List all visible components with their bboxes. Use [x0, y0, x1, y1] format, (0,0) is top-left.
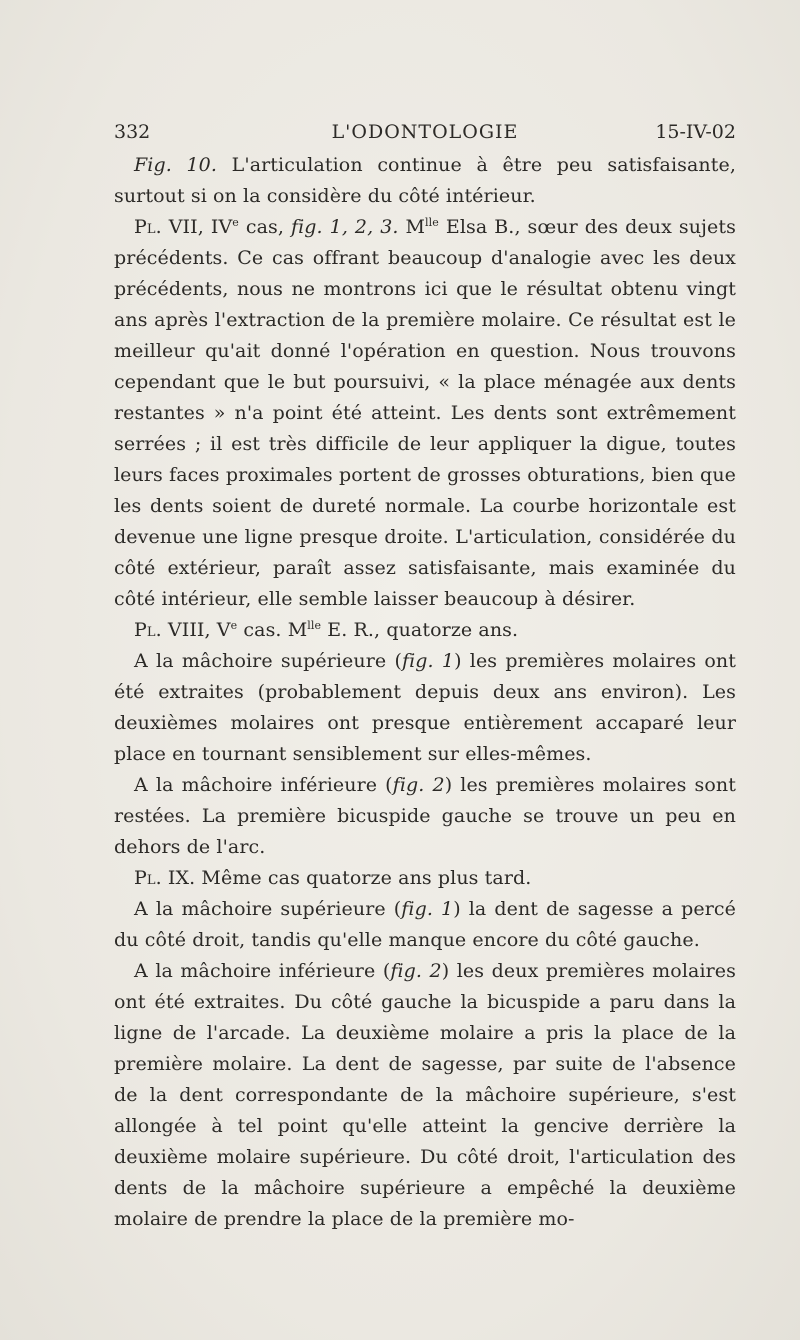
figure-reference: fig. 1 — [401, 650, 455, 672]
figure-reference: fig. 1 — [401, 898, 454, 920]
paragraph-text: E. R., quatorze ans. — [321, 619, 519, 641]
paragraph-text: A la mâchoire supérieure ( — [134, 650, 402, 672]
paragraph-text: ) les premières molaires sont restées. La première bicuspide gauche se trouve un peu en dehors de l'arc. — [114, 774, 736, 858]
paragraph-text: ) les premières molaires ont été extraites (probablement depuis deux ans environ). Les deuxièmes molaires ont presque entièrement accaparé leur place en tournant sensiblement sur elles-mêmes. — [114, 650, 736, 765]
page-number: 332 — [114, 121, 151, 143]
title-abbrev: cas. M — [237, 619, 308, 641]
superscript: lle — [425, 216, 439, 229]
paragraph-plate-ix — [114, 863, 736, 894]
figure-reference: Fig. 10. — [134, 154, 218, 176]
superscript: e — [232, 216, 239, 229]
plate-reference: Pl. VII, IV — [134, 216, 233, 238]
paragraph-text: ) les deux premières molaires ont été extraites. Du côté gauche la bicuspide a paru dans la ligne de l'arcade. La deuxième molaire a pris la place de la première molaire. La dent de sagesse, par suite de l'absence de la dent correspondante de la mâchoire supérieure, s'est allongée à tel point qu'elle atteint la gencive derrière la deuxième molaire supérieure. Du côté droit, l'articulation des dents de la mâchoire supérieure a empêché la deuxième molaire de prendre la place de la première mo- — [114, 960, 736, 1230]
case-label: cas, — [238, 216, 291, 238]
figure-reference: fig. 2 — [390, 960, 442, 982]
issue-date: 15-IV-02 — [655, 121, 736, 143]
paragraph-plate-viii — [114, 615, 736, 646]
paragraph-text: A la mâchoire inférieure ( — [134, 774, 393, 796]
paragraph-text: Elsa B., sœur des deux sujets précédents. Ce cas offrant beaucoup d'analogie avec les deux précédents, nous ne montrons ici que le résultat obtenu vingt ans après l'extraction de la première molaire. Ce résultat est le meilleur qu'ait donné l'opération en question. Nous trouvons cependant que le but poursuivi, « la place ménagée aux dents restantes » n'a point été atteint. Les dents sont extrêmement serrées ; il est très difficile de leur appliquer la digue, toutes leurs faces proximales portent de grosses obturations, bien que les dents soient de dureté normale. La courbe horizontale est devenue une ligne presque droite. L'articulation, considérée du côté extérieur, paraît assez satisfaisante, mais examinée du côté intérieur, elle semble laisser beaucoup à désirer. — [114, 216, 736, 610]
figure-reference: fig. 2 — [392, 774, 445, 796]
plate-reference: Pl. VIII, V — [134, 619, 231, 641]
plate-reference: Pl. IX. — [134, 867, 196, 889]
paragraph-plate-vii — [114, 212, 736, 615]
paragraph-upper-jaw — [114, 646, 736, 770]
paragraph-text: Même cas quatorze ans plus tard. — [195, 867, 532, 889]
paragraph-text: A la mâchoire inférieure ( — [134, 960, 391, 982]
paragraph-text: ) la dent de sagesse a percé du côté droit, tandis qu'elle manque encore du côté gauche. — [114, 898, 736, 951]
superscript: lle — [307, 619, 322, 632]
running-title: L'ODONTOLOGIE — [331, 121, 519, 143]
paragraph-upper-jaw-later — [114, 894, 736, 956]
superscript: e — [230, 619, 238, 632]
figure-reference: fig. 1, 2, 3. — [290, 216, 399, 238]
paragraph-fig-10 — [114, 150, 736, 212]
paragraph-lower-jaw-later — [114, 956, 736, 1235]
body-text — [114, 150, 736, 1235]
paragraph-lower-jaw — [114, 770, 736, 863]
paragraph-text: A la mâchoire supérieure ( — [134, 898, 402, 920]
title-abbrev: M — [398, 216, 426, 238]
page-header — [114, 119, 736, 145]
paragraph-text: L'articulation continue à être peu satisfaisante, surtout si on la considère du côté intérieur. — [114, 154, 736, 207]
